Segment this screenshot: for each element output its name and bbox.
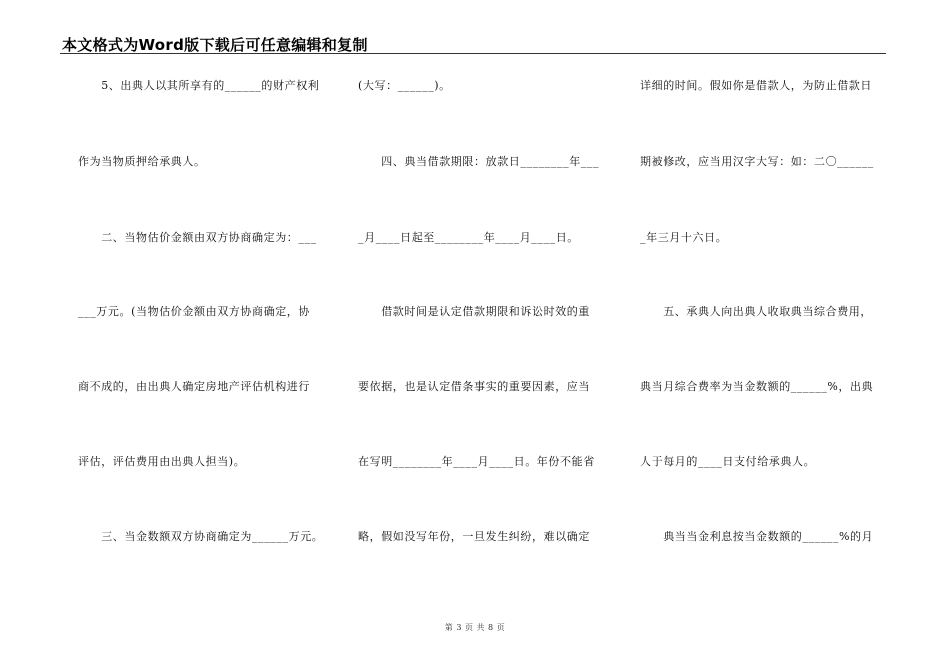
text-line: 典当当金利息按当金数额的______%的月: [640, 530, 874, 543]
text-line: ___万元。(当物估价金额由双方协商确定，协: [78, 305, 310, 318]
text-line: 详细的时间。假如你是借款人，为防止借款日: [640, 79, 872, 92]
page-number: 第 3 页 共 8 页: [444, 623, 506, 632]
text-line: 在写明________年____月____日。年份不能省: [358, 455, 595, 468]
text-line: 二、当物估价金额由双方协商确定为：___: [78, 231, 317, 244]
text-line: 评估，评估费用由出典人担当)。: [78, 455, 246, 468]
text-line: 商不成的，由出典人确定房地产评估机构进行: [78, 380, 310, 393]
text-line: 人于每月的____日支付给承典人。: [640, 455, 816, 468]
text-line: 四、典当借款期限：放款日________年___: [358, 155, 600, 168]
document-header-title: 本文格式为Word版下载后可任意编辑和复制: [62, 36, 368, 54]
text-line: 五、承典人向出典人收取典当综合费用，: [640, 305, 872, 318]
text-line: 作为当物质押给承典人。: [78, 155, 206, 168]
header-divider: [60, 53, 886, 54]
text-line: 要依据，也是认定借条事实的重要因素，应当: [358, 380, 590, 393]
text-line: 5、出典人以其所享有的______的财产权利: [78, 79, 320, 92]
text-line: (大写：______)。: [358, 79, 451, 92]
text-line: _月____日起至________年____月____日。: [358, 231, 579, 244]
text-line: 期被修改，应当用汉字大写：如：二〇______: [640, 155, 874, 168]
text-line: 略，假如没写年份，一旦发生纠纷，难以确定: [358, 530, 590, 543]
text-line: _年三月十六日。: [640, 231, 728, 244]
text-line: 三、当金数额双方协商确定为______万元。: [78, 530, 324, 543]
text-line: 典当月综合费率为当金数额的______%，出典: [640, 380, 874, 393]
text-line: 借款时间是认定借款期限和诉讼时效的重: [358, 305, 590, 318]
